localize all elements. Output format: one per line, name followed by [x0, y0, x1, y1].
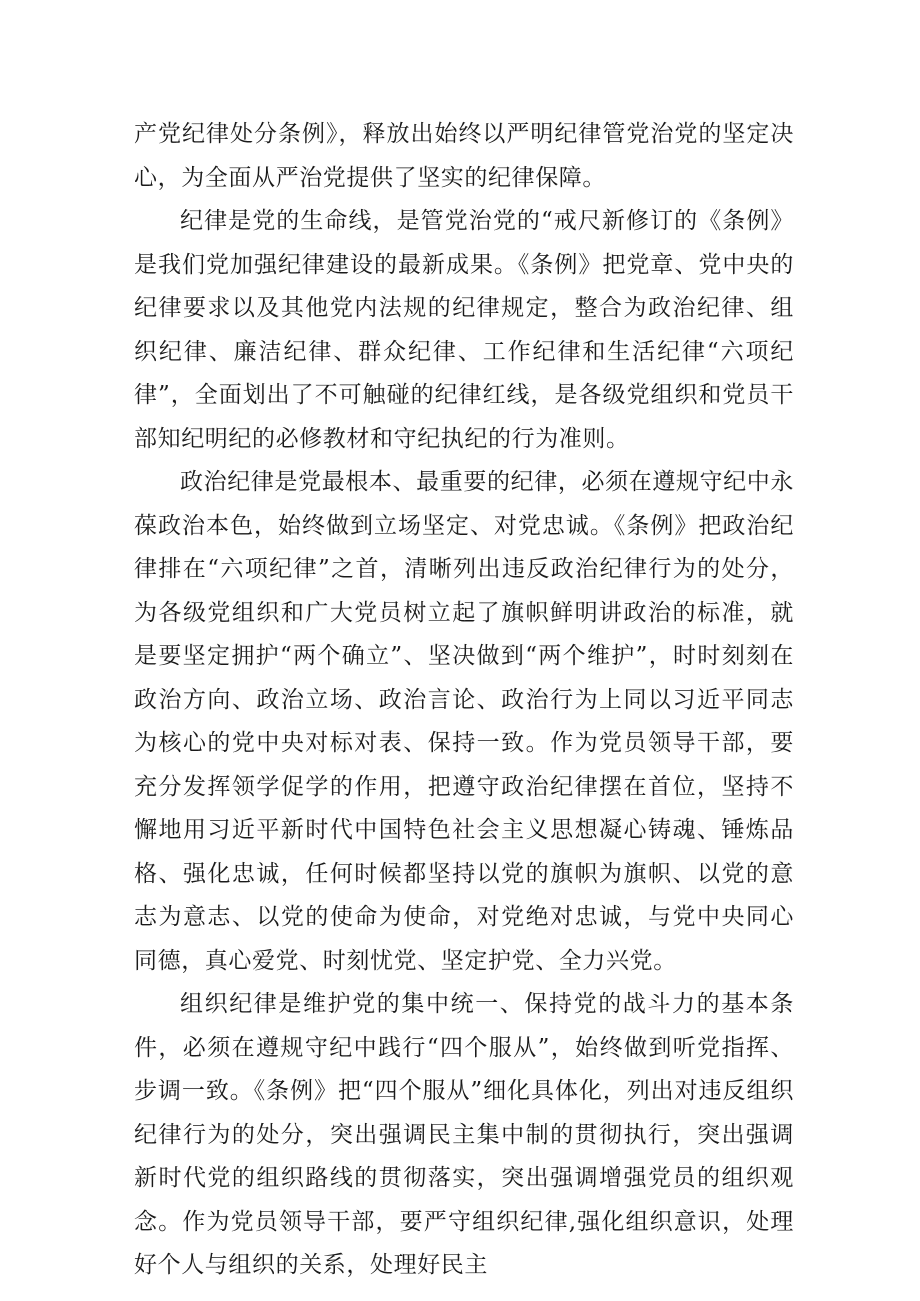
document-body	[134, 113, 794, 1288]
paragraph-discipline-lifeline: 纪律是党的生命线，是管党治党的“戒尺新修订的《条例》是我们党加强纪律建设的最新成果。《条例》把党章、党中央的纪律要求以及其他党内法规的纪律规定，整合为政治纪律、组织纪律、廉洁纪律、群众纪律、工作纪律和生活纪律“六项纪律”，全面划出了不可触碰的纪律红线，是各级党组织和党员干部知纪明纪的必修教材和守纪执纪的行为准则。	[134, 208, 794, 452]
paragraph-continued: 产党纪律处分条例》，释放出始终以严明纪律管党治党的坚定决心，为全面从严治党提供了坚实的纪律保障。	[134, 121, 794, 191]
paragraph-political-discipline: 政治纪律是党最根本、最重要的纪律，必须在遵规守纪中永葆政治本色，始终做到立场坚定、对党忠诚。《条例》把政治纪律排在“六项纪律”之首，清晰列出违反政治纪律行为的处分，为各级党组织和广大党员树立起了旗帜鲜明讲政治的标准，就是要坚定拥护“两个确立”、坚决做到“两个维护”，时时刻刻在政治方向、政治立场、政治言论、政治行为上同以习近平同志为核心的党中央对标对表、保持一致。作为党员领导干部，要充分发挥领学促学的作用，把遵守政治纪律摆在首位，坚持不懈地用习近平新时代中国特色社会主义思想凝心铸魂、锤炼品格、强化忠诚，任何时候都坚持以党的旗帜为旗帜、以党的意志为意志、以党的使命为使命，对党绝对忠诚，与党中央同心同德，真心爱党、时刻忧党、坚定护党、全力兴党。	[134, 469, 794, 974]
paragraph-organizational-discipline: 组织纪律是维护党的集中统一、保持党的战斗力的基本条件，必须在遵规守纪中践行“四个服从”，始终做到听党指挥、步调一致。《条例》把“四个服从”细化具体化，列出对违反组织纪律行为的处分，突出强调民主集中制的贯彻执行，突出强调新时代党的组织路线的贯彻落实，突出强调增强党员的组织观念。作为党员领导干部，要严守组织纪律,强化组织意识，处理好个人与组织的关系，处理好民主	[134, 991, 794, 1278]
